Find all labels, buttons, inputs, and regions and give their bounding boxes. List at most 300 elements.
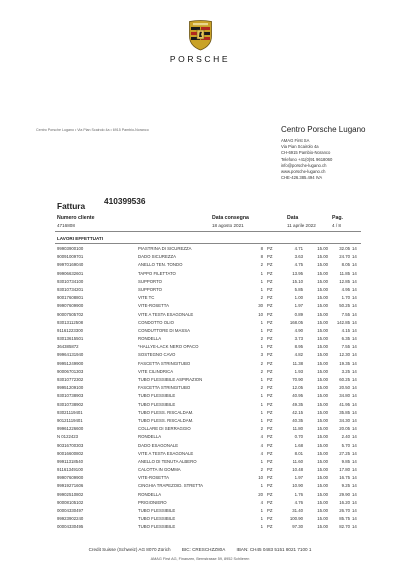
item-vat-code: 14: [352, 499, 357, 505]
item-unit-price: 1.93: [294, 368, 303, 374]
dealer-address-line: CH-6915 Pambio-Noranco: [281, 150, 331, 156]
item-description: COLLARE DI SERRAGGIO: [138, 426, 191, 432]
item-code: 91161223300: [57, 327, 83, 333]
table-row: [0, 402, 400, 410]
item-description: DADO SICUREZZA: [138, 254, 176, 260]
page-label: Pag.: [332, 215, 343, 221]
item-quantity: 1: [260, 270, 263, 276]
item-unit: PZ: [267, 516, 273, 522]
item-discount: 15.00: [317, 286, 328, 292]
item-unit: PZ: [267, 475, 273, 481]
item-vat-code: 14: [352, 483, 357, 489]
item-unit: PZ: [267, 417, 273, 423]
item-discount: 15.00: [317, 491, 328, 497]
item-vat-code: 14: [352, 352, 357, 358]
item-discount: 15.00: [317, 401, 328, 407]
item-unit-price: 97.30: [292, 524, 303, 530]
item-quantity: 1: [260, 409, 263, 415]
item-total: 8.05: [341, 262, 350, 268]
item-description: FASCETTA STRINGITUBO: [138, 385, 191, 391]
item-quantity: 2: [260, 368, 263, 374]
item-unit-price: 11.38: [292, 360, 303, 366]
item-unit-price: 4.90: [294, 327, 303, 333]
item-description: DADO ESAGONALE: [138, 442, 179, 448]
document-type: Fattura: [57, 201, 86, 211]
table-row: [0, 312, 400, 320]
header-divider: [55, 231, 361, 232]
item-code: 00004330497: [57, 508, 84, 513]
item-unit: PZ: [267, 508, 273, 513]
item-unit-price: 15.10: [292, 278, 303, 284]
item-vat-code: 14: [352, 401, 357, 407]
item-total: 5.70: [341, 442, 350, 448]
item-quantity: 10: [258, 475, 263, 481]
item-total: 17.80: [339, 467, 350, 473]
item-vat-code: 14: [352, 417, 357, 423]
item-description: ANELLO TEN. TONDO: [138, 262, 183, 268]
item-description: TUBO FLESSIBILE: [138, 401, 176, 407]
item-unit-price: 42.15: [292, 409, 303, 415]
item-description: TUBO FLESSIBILE: [138, 516, 176, 522]
item-discount: 15.00: [317, 409, 328, 415]
item-unit: PZ: [267, 270, 273, 276]
item-description: TUBO FLESSIBILE: [138, 508, 176, 513]
item-unit-price: 1.68: [294, 442, 303, 448]
item-code: 93010738902: [57, 401, 84, 407]
item-unit: PZ: [267, 409, 273, 415]
item-unit: PZ: [267, 246, 273, 251]
item-code: 99906632601: [57, 270, 84, 276]
table-row: [0, 303, 400, 311]
item-vat-code: 14: [352, 336, 357, 342]
item-description: CINGHIA TRAPEZOID. STRETTA: [138, 483, 204, 489]
item-quantity: 10: [258, 311, 263, 317]
item-description: VITE TC: [138, 295, 155, 301]
table-row: [0, 262, 400, 270]
item-unit: PZ: [267, 450, 273, 456]
item-description: TUBO FLESS. RISCALDAM.: [138, 417, 194, 423]
item-total: 4.95: [341, 286, 350, 292]
table-row: [0, 483, 400, 491]
item-code: 93010734100: [57, 278, 84, 284]
item-unit-price: 40.35: [292, 417, 303, 423]
porsche-crest-icon: [188, 20, 213, 51]
item-total: 7.55: [341, 311, 350, 317]
item-code: 99902510802: [57, 491, 84, 497]
delivery-date-value: 18 agosto 2021: [212, 223, 244, 228]
item-description: *HALLYE-LACK NERO OPACO: [138, 344, 199, 350]
sender-address-line: Centro Porsche Lugano • Via Pian Scairolo 4a • 6915 Pambio-Noranco: [36, 128, 149, 132]
company-address: AMAG First AG, Finanzen, Bernstrasse 59, 8952 Schlieren: [150, 557, 250, 561]
item-discount: 15.00: [317, 311, 328, 317]
item-total: 50.25: [339, 303, 350, 309]
item-total: 7.55: [341, 344, 350, 350]
item-quantity: 1: [260, 516, 263, 522]
dealer-address-line: AMAG First SA: [281, 138, 310, 143]
item-vat-code: 14: [352, 368, 357, 374]
item-unit: PZ: [267, 278, 273, 284]
item-unit: PZ: [267, 303, 273, 309]
item-description: ANELLO DI TENUTA ALBERO: [138, 458, 197, 464]
item-description: CONDUTTORE DI MASSA: [138, 327, 190, 333]
item-unit: PZ: [267, 434, 273, 440]
item-quantity: 30: [258, 303, 263, 309]
bank-bic: BIC: CRESCHZZ80A: [181, 547, 226, 552]
item-code: 99951209100: [57, 385, 84, 391]
table-row: [0, 467, 400, 475]
item-discount: 15.00: [317, 524, 328, 530]
line-items-table: [0, 246, 400, 533]
item-unit-price: 5.85: [294, 286, 303, 292]
item-unit-price: 13.95: [292, 270, 303, 276]
item-code: 93010734201: [57, 286, 84, 292]
section-title: LAVORI EFFETTUATI: [57, 236, 104, 241]
item-total: 27.25: [339, 450, 350, 456]
item-unit: PZ: [267, 393, 273, 399]
item-discount: 15.00: [317, 262, 328, 268]
item-code: 99903900100: [57, 246, 84, 251]
item-code: 90121119401: [57, 417, 83, 423]
item-vat-code: 14: [352, 475, 357, 481]
bank-details: [0, 547, 400, 552]
item-vat-code: 14: [352, 270, 357, 276]
item-code: 93010738903: [57, 393, 84, 399]
table-row: [0, 320, 400, 328]
item-unit-price: 0.89: [294, 311, 303, 317]
table-row: [0, 279, 400, 287]
item-discount: 15.00: [317, 352, 328, 358]
table-row: [0, 393, 400, 401]
item-discount: 15.00: [317, 254, 328, 260]
invoice-date-label: Data: [287, 215, 299, 221]
item-description: CALOTTA IN GOMMA: [138, 467, 181, 473]
item-unit: PZ: [267, 262, 273, 268]
table-row: [0, 271, 400, 279]
table-row: [0, 459, 400, 467]
dealer-address-line: info@porsche-lugano.ch: [281, 162, 327, 168]
item-total: 11.85: [339, 270, 350, 276]
item-code: 93013615501: [57, 336, 84, 342]
item-description: SUPPORTO: [138, 286, 162, 292]
item-code: 99961226600: [57, 426, 84, 432]
section-divider: [55, 243, 361, 244]
table-row: [0, 336, 400, 344]
item-unit: PZ: [267, 442, 273, 448]
item-vat-code: 14: [352, 458, 357, 464]
item-code: 364385872: [57, 344, 79, 350]
item-total: 60.25: [339, 377, 350, 382]
table-row: [0, 352, 400, 360]
item-quantity: 1: [260, 401, 263, 407]
item-description: VITE-ROSETTA: [138, 475, 169, 481]
bank-iban: IBAN: CH45 0483 5151 8021 7100 1: [236, 547, 312, 552]
item-code: 99919271606: [57, 483, 84, 489]
item-discount: 15.00: [317, 426, 328, 432]
item-unit: PZ: [267, 491, 273, 497]
table-row: [0, 295, 400, 303]
item-description: VITE A TESTA ESAGONALE: [138, 450, 194, 456]
dealer-name: Centro Porsche Lugano: [281, 125, 366, 134]
item-quantity: 1: [260, 344, 263, 350]
item-description: TUBO FLESSIBILE: [138, 393, 176, 399]
table-row: [0, 328, 400, 336]
item-discount: 15.00: [317, 344, 328, 350]
item-vat-code: 14: [352, 262, 357, 268]
item-quantity: 2: [260, 360, 263, 366]
table-row: [0, 500, 400, 508]
customer-number-value: 4716808: [57, 223, 75, 228]
item-vat-code: 14: [352, 311, 357, 317]
item-quantity: 8: [260, 254, 263, 260]
item-unit: PZ: [267, 295, 273, 301]
item-unit-price: 4.75: [294, 262, 303, 268]
page-value: 4 / 8: [332, 223, 341, 228]
item-discount: 15.00: [317, 417, 328, 423]
item-description: RONDELLA: [138, 336, 162, 342]
dealer-address-line: CHE-426.385.494 IVA: [281, 175, 323, 181]
customer-number-label: Numero cliente: [57, 215, 95, 221]
item-code: 99970169040: [57, 262, 84, 268]
item-unit: PZ: [267, 360, 273, 366]
invoice-number: 410399536: [104, 196, 146, 206]
item-vat-code: 14: [352, 377, 357, 382]
item-total: 19.35: [339, 360, 350, 366]
table-row: [0, 418, 400, 426]
item-code: 99964131940: [57, 352, 84, 358]
table-row: [0, 451, 400, 459]
item-quantity: 2: [260, 336, 263, 342]
item-code: 90006701303: [57, 368, 84, 374]
item-description: RONDELLA: [138, 434, 162, 440]
item-vat-code: 14: [352, 303, 357, 309]
table-row: [0, 369, 400, 377]
item-unit: PZ: [267, 286, 273, 292]
item-discount: 15.00: [317, 295, 328, 301]
item-quantity: 8: [260, 246, 263, 251]
table-row: [0, 434, 400, 442]
item-total: 12.30: [339, 352, 350, 358]
item-unit-price: 1.76: [294, 491, 303, 497]
item-total: 32.05: [339, 246, 350, 251]
item-unit: PZ: [267, 426, 273, 432]
item-unit: PZ: [267, 483, 273, 489]
item-unit-price: 1.97: [294, 303, 303, 309]
table-row: [0, 344, 400, 352]
item-unit-price: 1.00: [294, 295, 303, 301]
item-unit-price: 10.48: [292, 467, 303, 473]
item-discount: 15.00: [317, 483, 328, 489]
item-unit: PZ: [267, 377, 273, 382]
item-code: 90008105102: [57, 499, 84, 505]
item-unit-price: 100.90: [289, 516, 303, 522]
item-total: 2.40: [341, 434, 350, 440]
item-total: 82.70: [339, 524, 350, 530]
item-vat-code: 14: [352, 393, 357, 399]
item-unit: PZ: [267, 327, 273, 333]
item-discount: 15.00: [317, 385, 328, 391]
item-total: 34.30: [339, 417, 350, 423]
item-total: 29.90: [339, 491, 350, 497]
table-row: [0, 524, 400, 532]
item-total: 20.50: [339, 385, 350, 391]
item-discount: 15.00: [317, 377, 328, 382]
item-unit-price: 70.90: [292, 377, 303, 382]
item-description: TUBO FLESS. RISCALDAM.: [138, 409, 194, 415]
table-row: [0, 287, 400, 295]
table-row: [0, 492, 400, 500]
item-quantity: 2: [260, 295, 263, 301]
dealer-address-line: Via Pian Scairolo 4a: [281, 144, 319, 150]
item-code: 99911318540: [57, 458, 83, 464]
item-discount: 15.00: [317, 467, 328, 473]
item-description: VITE CILINDRICA: [138, 368, 174, 374]
item-discount: 15.00: [317, 393, 328, 399]
brand-header: [0, 20, 400, 64]
item-vat-code: 14: [352, 385, 357, 391]
item-discount: 15.00: [317, 458, 328, 464]
item-discount: 15.00: [317, 475, 328, 481]
item-description: SUPPORTO: [138, 278, 162, 284]
item-unit: PZ: [267, 467, 273, 473]
item-unit-price: 12.05: [292, 385, 303, 391]
item-unit-price: 8.01: [294, 450, 303, 456]
item-unit-price: 10.90: [292, 483, 303, 489]
item-unit-price: 49.35: [292, 401, 303, 407]
item-vat-code: 14: [352, 524, 357, 530]
item-discount: 15.00: [317, 278, 328, 284]
item-unit-price: 4.82: [294, 352, 303, 358]
item-quantity: 1: [260, 319, 263, 325]
item-vat-code: 14: [352, 360, 357, 366]
item-unit: PZ: [267, 311, 273, 317]
item-vat-code: 14: [352, 278, 357, 284]
item-discount: 15.00: [317, 434, 328, 440]
item-description: TUBO FLESSIBILE ASPIRAZION: [138, 377, 203, 382]
table-row: [0, 508, 400, 516]
item-vat-code: 14: [352, 450, 357, 456]
item-total: 6.35: [341, 336, 350, 342]
item-description: CONDOTTO OLIO: [138, 319, 174, 325]
item-code: 93010772302: [57, 377, 84, 382]
item-unit-price: 3.73: [294, 336, 303, 342]
item-unit: PZ: [267, 524, 273, 530]
item-code: 93013112508: [57, 319, 83, 325]
item-vat-code: 14: [352, 344, 357, 350]
item-unit-price: 11.80: [292, 426, 303, 432]
item-vat-code: 14: [352, 286, 357, 292]
item-discount: 15.00: [317, 303, 328, 309]
table-row: [0, 426, 400, 434]
item-discount: 15.00: [317, 499, 328, 505]
item-unit: PZ: [267, 344, 273, 350]
item-quantity: 2: [260, 426, 263, 432]
item-quantity: 1: [260, 327, 263, 333]
table-row: [0, 385, 400, 393]
item-discount: 15.00: [317, 368, 328, 374]
item-quantity: 1: [260, 417, 263, 423]
item-unit-price: 40.95: [292, 393, 303, 399]
item-discount: 15.00: [317, 442, 328, 448]
item-vat-code: 14: [352, 246, 357, 251]
item-vat-code: 14: [352, 327, 357, 333]
item-code: 99951249900: [57, 360, 84, 366]
item-unit-price: 0.70: [294, 434, 303, 440]
item-quantity: 1: [260, 458, 263, 464]
item-quantity: 1: [260, 508, 263, 513]
item-unit: PZ: [267, 385, 273, 391]
item-description: TUBO FLESSIBILE: [138, 524, 176, 530]
item-total: 16.20: [339, 499, 350, 505]
item-unit-price: 31.40: [292, 508, 303, 513]
item-code: 90016600802: [57, 450, 84, 456]
item-description: VITE-ROSETTA: [138, 303, 169, 309]
item-unit: PZ: [267, 336, 273, 342]
item-code: 91161349100: [57, 467, 83, 473]
item-code: 90091009701: [57, 254, 84, 260]
table-row: [0, 254, 400, 262]
item-quantity: 4: [260, 442, 263, 448]
item-vat-code: 14: [352, 516, 357, 522]
item-unit-price: 4.76: [294, 499, 303, 505]
item-discount: 15.00: [317, 508, 328, 513]
item-discount: 15.00: [317, 327, 328, 333]
delivery-date-label: Data consegna: [212, 215, 249, 221]
item-unit: PZ: [267, 368, 273, 374]
item-total: 9.85: [341, 458, 350, 464]
item-vat-code: 14: [352, 319, 357, 325]
item-total: 41.95: [339, 401, 350, 407]
item-vat-code: 14: [352, 295, 357, 301]
table-row: [0, 361, 400, 369]
item-total: 3.25: [341, 368, 350, 374]
item-unit-price: 8.95: [294, 344, 303, 350]
item-unit: PZ: [267, 319, 273, 325]
table-row: [0, 516, 400, 524]
item-quantity: 1: [260, 377, 263, 382]
item-vat-code: 14: [352, 442, 357, 448]
item-total: 34.80: [339, 393, 350, 399]
item-unit-price: 4.71: [294, 246, 303, 251]
item-total: 24.70: [339, 254, 350, 260]
item-quantity: 2: [260, 385, 263, 391]
item-quantity: 2: [260, 262, 263, 268]
item-unit-price: 3.63: [294, 254, 303, 260]
item-total: 1.70: [341, 295, 350, 301]
dealer-address-lines: [281, 138, 366, 181]
item-unit-price: 168.05: [289, 319, 303, 325]
item-quantity: 1: [260, 286, 263, 292]
item-discount: 15.00: [317, 319, 328, 325]
item-code: 93021119401: [57, 409, 83, 415]
item-quantity: 3: [260, 352, 263, 358]
item-code: 99907609900: [57, 475, 84, 481]
table-row: [0, 443, 400, 451]
item-unit-price: 11.60: [292, 458, 303, 464]
item-vat-code: 14: [352, 434, 357, 440]
item-discount: 15.00: [317, 336, 328, 342]
item-quantity: 1: [260, 483, 263, 489]
item-unit: PZ: [267, 254, 273, 260]
item-total: 26.70: [339, 508, 350, 513]
dealer-address-line: Telefono +41(0)91 9618060: [281, 156, 333, 162]
item-description: PRIGIONIERO: [138, 499, 167, 505]
item-description: VITE A TESTA ESAGONALE: [138, 311, 194, 317]
item-code: 00004330495: [57, 524, 84, 530]
item-code: 90316700303: [57, 442, 84, 448]
item-vat-code: 14: [352, 409, 357, 415]
item-vat-code: 14: [352, 254, 357, 260]
item-total: 35.85: [339, 409, 350, 415]
